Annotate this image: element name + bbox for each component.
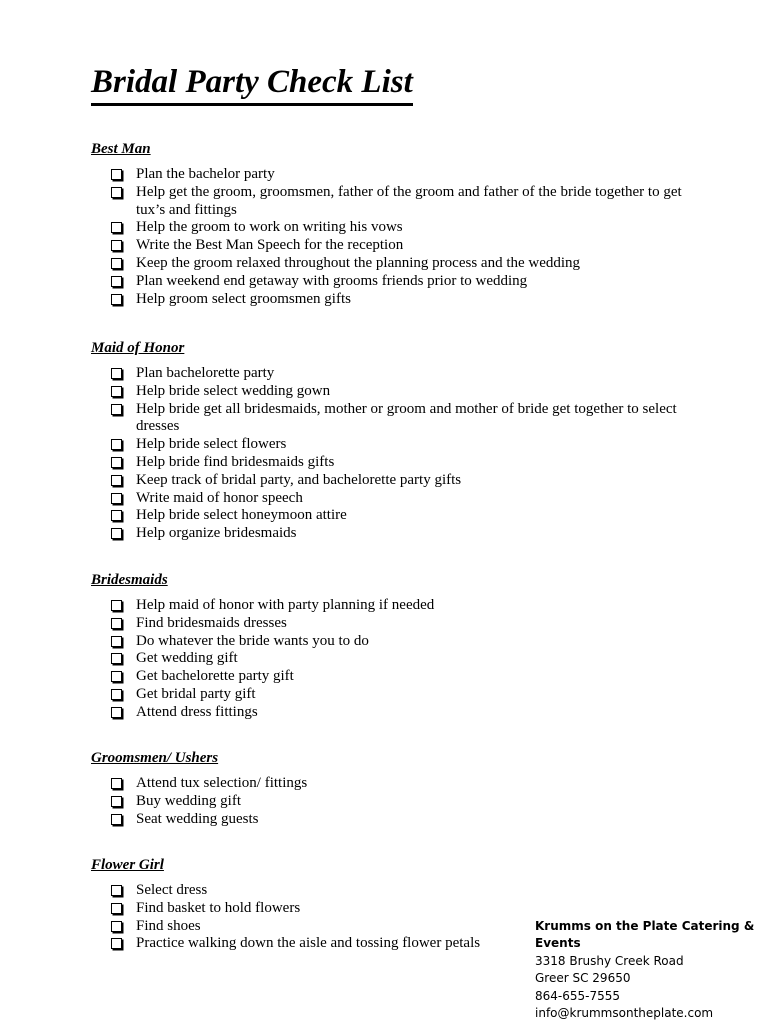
- section-heading: Bridesmaids: [91, 572, 168, 588]
- phone-number: 864-655-7555: [535, 988, 621, 1003]
- checkbox-icon[interactable]: [111, 294, 122, 305]
- checklist-item-text: Buy wedding gift: [136, 792, 241, 809]
- checklist-item: [111, 900, 696, 918]
- checkbox-icon[interactable]: [111, 528, 122, 539]
- page-title: Bridal Party Check List: [91, 64, 413, 106]
- checklist-item-text: Keep the groom relaxed throughout the planning process and the wedding: [136, 254, 581, 271]
- checklist-item-text: Select dress: [136, 882, 208, 898]
- checklist-item: [111, 454, 696, 472]
- checklist-item-text: Plan bachelorette party: [136, 365, 275, 381]
- checklist-item: [111, 525, 696, 543]
- checklist-item-text: Do whatever the bride wants you to do: [136, 632, 369, 649]
- checklist-item-text: Get bridal party gift: [136, 685, 256, 702]
- checkbox-icon[interactable]: [111, 169, 122, 180]
- checklist-item: [111, 184, 696, 220]
- checklist-item: [111, 472, 696, 490]
- checklist-item: [111, 383, 696, 401]
- checklist-item-text: Help bride find bridesmaids gifts: [136, 453, 335, 470]
- checklist-items: [91, 365, 696, 543]
- checklist-item: [111, 686, 696, 704]
- checklist-item-text: Write maid of honor speech: [136, 489, 303, 506]
- checkbox-icon[interactable]: [111, 689, 122, 700]
- checkbox-icon[interactable]: [111, 618, 122, 629]
- checklist-item-text: Attend dress fittings: [136, 703, 258, 720]
- checkbox-icon[interactable]: [111, 636, 122, 647]
- checkbox-icon[interactable]: [111, 276, 122, 287]
- checkbox-icon[interactable]: [111, 222, 122, 233]
- checklist-item: [111, 255, 696, 273]
- checkbox-icon[interactable]: [111, 707, 122, 718]
- checklist-item-text: Help bride get all bridesmaids, mother or groom and mother of bride get together to select dresses: [136, 400, 677, 435]
- checklist-item: [111, 166, 696, 184]
- checklist-item-text: Get wedding gift: [136, 650, 238, 667]
- email-address: info@krummsontheplate.com: [535, 1006, 714, 1021]
- checkbox-icon[interactable]: [111, 814, 122, 825]
- checkbox-icon[interactable]: [111, 796, 122, 807]
- checklist-item-text: Get bachelorette party gift: [136, 668, 294, 685]
- checkbox-icon[interactable]: [111, 240, 122, 251]
- checklist-item-text: Attend tux selection/ fittings: [136, 775, 308, 791]
- checklist-items: [91, 597, 696, 722]
- city-line: Greer SC 29650: [535, 971, 631, 986]
- checklist-items: [91, 775, 696, 828]
- checkbox-icon[interactable]: [111, 653, 122, 664]
- checklist-item-text: Help groom select groomsmen gifts: [136, 290, 351, 307]
- checklist-item-text: Find basket to hold flowers: [136, 899, 301, 916]
- checklist-item: [111, 882, 696, 900]
- checkbox-icon[interactable]: [111, 439, 122, 450]
- checklist-item-text: Find bridesmaids dresses: [136, 614, 287, 631]
- checkbox-icon[interactable]: [111, 475, 122, 486]
- checkbox-icon[interactable]: [111, 778, 122, 789]
- section-maid-of-honor: [91, 339, 696, 543]
- checklist-item: [111, 291, 696, 309]
- checkbox-icon[interactable]: [111, 457, 122, 468]
- checklist-item-text: Help bride select wedding gown: [136, 382, 331, 399]
- section-best-man: [91, 140, 696, 308]
- checklist-items: [91, 166, 696, 308]
- checkbox-icon[interactable]: [111, 671, 122, 682]
- checkbox-icon[interactable]: [111, 938, 122, 949]
- checkbox-icon[interactable]: [111, 493, 122, 504]
- checklist-item: [111, 365, 696, 383]
- checklist-item: [111, 668, 696, 686]
- checklist-item-text: Help bride select flowers: [136, 436, 287, 453]
- checklist-item: [111, 401, 696, 437]
- checkbox-icon[interactable]: [111, 386, 122, 397]
- checklist-item-text: Help bride select honeymoon attire: [136, 507, 347, 524]
- checkbox-icon[interactable]: [111, 368, 122, 379]
- address-line: 3318 Brushy Creek Road: [535, 953, 684, 968]
- checklist-item-text: Help the groom to work on writing his vows: [136, 219, 403, 236]
- section-heading: Maid of Honor: [91, 340, 185, 356]
- section-heading: Groomsmen/ Ushers: [91, 750, 219, 766]
- checkbox-icon[interactable]: [111, 258, 122, 269]
- checklist-item: [111, 775, 696, 793]
- checklist-item-text: Practice walking down the aisle and tossing flower petals: [136, 935, 481, 952]
- checklist-item-text: Help organize bridesmaids: [136, 525, 297, 542]
- checklist-item: [111, 237, 696, 255]
- checkbox-icon[interactable]: [111, 921, 122, 932]
- checkbox-icon[interactable]: [111, 600, 122, 611]
- checklist-item: [111, 793, 696, 811]
- checklist-item: [111, 633, 696, 651]
- checklist-item: [111, 490, 696, 508]
- checklist-item: [111, 811, 696, 829]
- checkbox-icon[interactable]: [111, 187, 122, 198]
- checklist-item-text: Write the Best Man Speech for the reception: [136, 237, 404, 254]
- checklist-item: [111, 615, 696, 633]
- checklist-item-text: Help get the groom, groomsmen, father of the groom and father of the bride together to get tux’s and fittings: [136, 183, 682, 218]
- company-name: Krumms on the Plate Catering & Events: [535, 919, 755, 951]
- checkbox-icon[interactable]: [111, 885, 122, 896]
- section-bridesmaids: [91, 571, 696, 722]
- checklist-item: [111, 650, 696, 668]
- section-heading: Flower Girl: [91, 857, 164, 873]
- checklist-item: [111, 273, 696, 291]
- section-groomsmen-ushers: [91, 749, 696, 828]
- section-heading: Best Man: [91, 141, 151, 157]
- checkbox-icon[interactable]: [111, 404, 122, 415]
- checklist-item: [111, 219, 696, 237]
- checkbox-icon[interactable]: [111, 903, 122, 914]
- checklist-item-text: Find shoes: [136, 917, 201, 934]
- checklist-item: [111, 597, 696, 615]
- checkbox-icon[interactable]: [111, 510, 122, 521]
- checklist-item: [111, 704, 696, 722]
- checklist-item-text: Keep track of bridal party, and bachelorette party gifts: [136, 471, 462, 488]
- checklist-item-text: Seat wedding guests: [136, 810, 259, 827]
- checklist-item: [111, 436, 696, 454]
- checklist-item-text: Plan weekend end getaway with grooms friends prior to wedding: [136, 272, 528, 289]
- checklist-item-text: Plan the bachelor party: [136, 166, 275, 182]
- contact-block: [535, 918, 770, 1022]
- checklist-item-text: Help maid of honor with party planning if needed: [136, 597, 435, 613]
- checklist-item: [111, 507, 696, 525]
